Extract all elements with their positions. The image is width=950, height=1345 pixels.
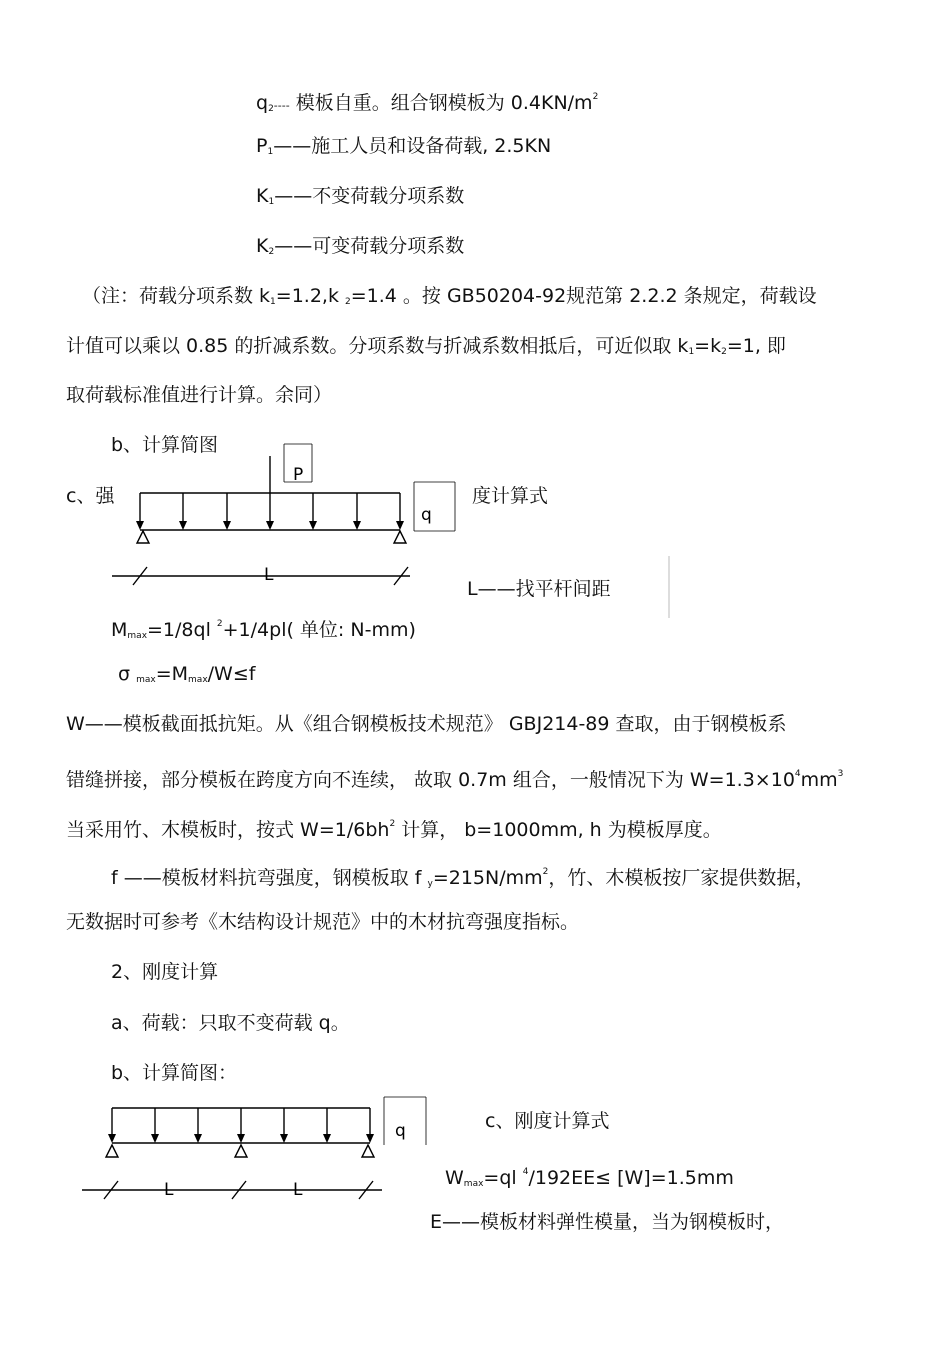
c-strength-heading-a: c、强 bbox=[66, 485, 115, 507]
mmax-formula: Mmax=1/8ql $^2$+1/4pl( 单位: N-mm) bbox=[111, 619, 416, 641]
p1-line: P1——施工人员和设备荷载, 2.5KN bbox=[256, 135, 552, 157]
sigma-formula: σ max=Mmax/W≤f bbox=[118, 663, 256, 685]
w-definition-2: 错缝拼接，部分模板在跨度方向不连续， 故取 0.7m 组合，一般情况下为 $W=1.3\times 10^4mm^3$ bbox=[66, 769, 844, 791]
l-label-1: L bbox=[264, 565, 274, 585]
diagram-1-arrowheads bbox=[136, 521, 404, 530]
c-strength-heading-b: 度计算式 bbox=[472, 485, 549, 507]
f-definition-1: f ——模板材料抗弯强度，钢模板取 f $y=215N/mm^2$，竹、木模板按厂家提供数据， bbox=[111, 867, 815, 889]
note-line-1: （注：荷载分项系数 k1=1.2,k 2=1.4 。按 GB50204-92规范第 2.2.2 条规定，荷载设 bbox=[82, 285, 817, 307]
f-definition-2: 无数据时可参考《木结构设计规范》中的木材抗弯强度指标。 bbox=[66, 911, 580, 933]
note-line-2: 计值可以乘以 0.85 的折减系数。分项系数与折减系数相抵后，可近似取 k1=k2=1, 即 bbox=[66, 335, 786, 357]
w-definition-1: W——模板截面抵抗矩。从《组合钢模板技术规范》 GBJ214-89 查取，由于钢模板系 bbox=[66, 713, 787, 735]
a-load-line: a、荷载：只取不变荷载 q。 bbox=[111, 1012, 350, 1034]
wmax-formula: Wmax=ql $^4$/192EE≤ [W]=1.5mm bbox=[445, 1167, 734, 1189]
c-stiffness-heading: c、刚度计算式 bbox=[485, 1110, 610, 1132]
l-label-2b: L bbox=[293, 1180, 303, 1200]
q2-line: q2---- 模板自重。组合钢模板为 $0.4KN/m^2$ bbox=[256, 92, 599, 114]
q-label-1: q bbox=[421, 505, 432, 525]
k2-line: K2——可变荷载分项系数 bbox=[256, 235, 465, 257]
q-label-2: q bbox=[395, 1121, 406, 1141]
diagram-2-beam bbox=[82, 1097, 426, 1199]
b-diagram-heading-2: b、计算简图： bbox=[111, 1062, 238, 1084]
w-definition-3: 当采用竹、木模板时，按式 $W=1/6bh^2$ 计算， b=1000mm, h 为模板厚度。 bbox=[66, 819, 722, 841]
section-2-title: 2、刚度计算 bbox=[111, 961, 219, 983]
l-label-2a: L bbox=[164, 1180, 174, 1200]
p-label: P bbox=[293, 465, 304, 485]
b-diagram-heading: b、计算简图 bbox=[111, 434, 219, 456]
diagram-2-arrowheads bbox=[108, 1134, 374, 1143]
k1-line: K1——不变荷载分项系数 bbox=[256, 185, 465, 207]
diagram-1-beam bbox=[112, 444, 455, 585]
l-definition: L——找平杆间距 bbox=[467, 578, 611, 600]
e-definition: E——模板材料弹性模量，当为钢模板时， bbox=[430, 1211, 785, 1233]
note-line-3: 取荷载标准值进行计算。余同） bbox=[66, 384, 333, 406]
